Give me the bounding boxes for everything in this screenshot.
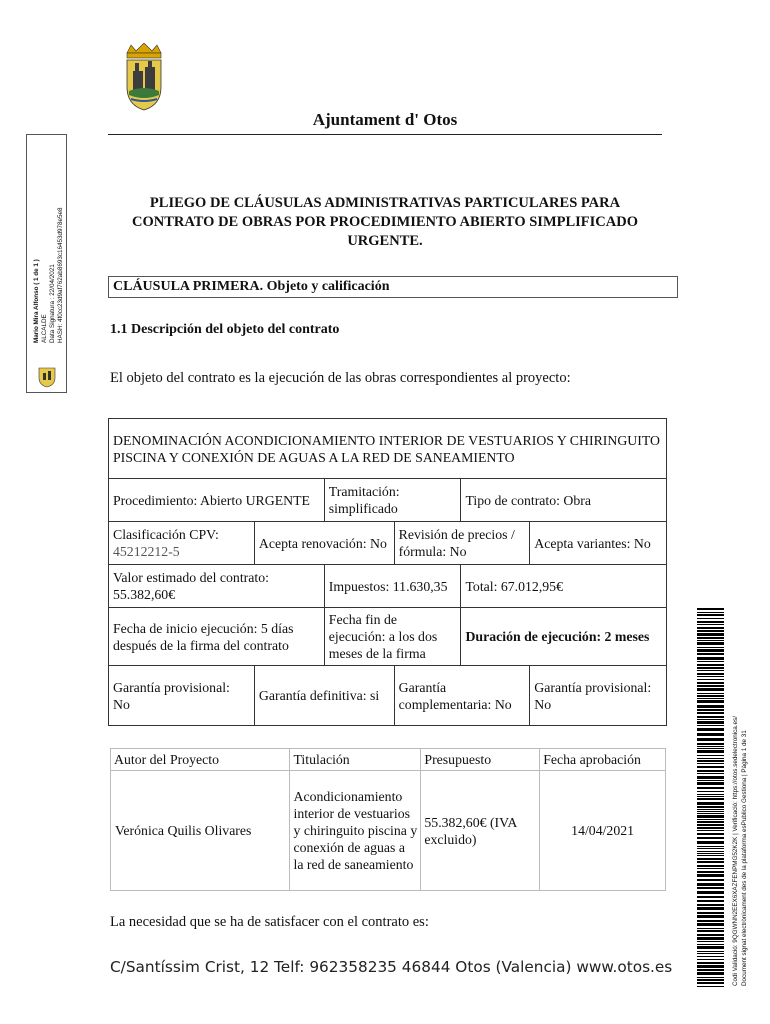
barcode-bar bbox=[697, 953, 724, 954]
project-approval-date: 14/04/2021 bbox=[540, 771, 666, 891]
barcode-bar bbox=[697, 682, 724, 684]
barcode-bar bbox=[697, 837, 724, 839]
barcode-bar bbox=[697, 891, 724, 894]
price-revision-cell: Revisión de precios / fórmula: No bbox=[394, 522, 530, 565]
barcode-bar bbox=[697, 664, 724, 666]
barcode-bar bbox=[697, 848, 724, 849]
project-header-approval-date: Fecha aprobación bbox=[540, 749, 666, 771]
barcode-bar bbox=[697, 712, 724, 714]
barcode-bar bbox=[697, 667, 724, 669]
barcode-bar bbox=[697, 719, 724, 720]
barcode-bar bbox=[697, 733, 724, 736]
signature-hash: HASH: 4f0cc23d9af762ab8693c16453d978e5e8 bbox=[57, 207, 64, 343]
barcode-bar bbox=[697, 709, 724, 711]
barcode-bar bbox=[697, 853, 724, 854]
barcode-bar bbox=[697, 649, 724, 652]
project-author: Verónica Quilis Olivares bbox=[111, 771, 290, 891]
barcode-bar bbox=[697, 621, 724, 623]
barcode-bar bbox=[697, 811, 724, 812]
footer-address: C/Santíssim Crist, 12 Telf: 962358235 46844 Otos (Valencia) www.otos.es bbox=[110, 958, 673, 976]
barcode-bar bbox=[697, 738, 724, 741]
barcode-bar bbox=[697, 642, 724, 645]
barcode-bar bbox=[697, 679, 724, 680]
barcode-bar bbox=[697, 698, 724, 699]
barcode-bar bbox=[697, 841, 724, 844]
cpv-value: 45212212-5 bbox=[113, 544, 180, 559]
barcode-bar bbox=[697, 685, 724, 687]
barcode-bar bbox=[697, 969, 724, 971]
procedure-cell: Procedimiento: Abierto URGENTE bbox=[109, 479, 325, 522]
verification-line-1: Codi Validació: 9QGWNN2EEX6XAZFENPMG52K2K | Verificació: https://otos.sedelectronica.es/ bbox=[732, 716, 739, 986]
clause-title: CLÁUSULA PRIMERA. Objeto y calificación bbox=[108, 276, 678, 298]
barcode-bar bbox=[697, 676, 724, 677]
barcode-bar bbox=[697, 728, 724, 731]
barcode-bar bbox=[697, 830, 724, 831]
contract-type-cell: Tipo de contrato: Obra bbox=[461, 479, 667, 522]
cpv-cell bbox=[109, 522, 255, 565]
barcode-bar bbox=[697, 653, 724, 655]
barcode-bar bbox=[697, 986, 724, 987]
barcode-bar bbox=[697, 746, 724, 747]
barcode-bar bbox=[697, 794, 724, 795]
barcode-bar bbox=[697, 791, 724, 792]
barcode-bar bbox=[697, 827, 724, 829]
barcode-bar bbox=[697, 705, 724, 708]
barcode-bar bbox=[697, 879, 724, 881]
barcode-bar bbox=[697, 855, 724, 856]
barcode-bar bbox=[697, 813, 724, 814]
signer-role: ALCALDE bbox=[41, 314, 48, 343]
barcode-bar bbox=[697, 770, 724, 772]
barcode-bar bbox=[697, 688, 724, 691]
barcode-bar bbox=[697, 748, 724, 749]
denomination-cell: DENOMINACIÓN ACONDICIONAMIENTO INTERIOR DE VESTUARIOS Y CHIRINGUITO PISCINA Y CONEXIÓN DE AGUAS A LA RED DE SANEAMIENTO bbox=[109, 419, 667, 479]
barcode-bar bbox=[697, 766, 724, 768]
section-title: 1.1 Descripción del objeto del contrato bbox=[110, 322, 340, 337]
barcode-bar bbox=[697, 868, 724, 869]
intro-paragraph: El objeto del contrato es la ejecución de las obras correspondientes al proyecto: bbox=[110, 370, 571, 386]
barcode-bar bbox=[697, 693, 724, 694]
barcode-bar bbox=[697, 760, 724, 762]
barcode-bar bbox=[697, 633, 724, 636]
end-date-cell: Fecha fin de ejecución: a los dos meses de la firma bbox=[324, 608, 461, 666]
barcode-bar bbox=[697, 750, 724, 753]
barcode-bar bbox=[697, 874, 724, 877]
barcode-bar bbox=[697, 861, 724, 863]
barcode-bar bbox=[697, 798, 724, 800]
barcode-bar bbox=[697, 907, 724, 910]
barcode-bar bbox=[697, 755, 724, 756]
barcode-bar bbox=[697, 695, 724, 697]
barcode-bar bbox=[697, 851, 724, 852]
barcode-bar bbox=[697, 614, 724, 616]
barcode-bar bbox=[697, 657, 724, 660]
barcode-bar bbox=[697, 959, 724, 960]
start-date-cell: Fecha de inicio ejecución: 5 días después de la firma del contrato bbox=[109, 608, 325, 666]
verification-text bbox=[731, 716, 749, 986]
barcode-bar bbox=[697, 630, 724, 632]
estimated-value-cell: Valor estimado del contrato: 55.382,60€ bbox=[109, 565, 325, 608]
project-budget: 55.382,60€ (IVA excluido) bbox=[421, 771, 540, 891]
project-header-budget: Presupuesto bbox=[421, 749, 540, 771]
barcode-bar bbox=[697, 858, 724, 860]
barcode-bar bbox=[697, 608, 724, 610]
duration-cell: Duración de ejecución: 2 meses bbox=[461, 608, 667, 666]
barcode-bar bbox=[697, 965, 724, 968]
barcode-bar bbox=[697, 673, 724, 675]
provisional-guarantee-2-cell: Garantía provisional: No bbox=[530, 666, 667, 726]
barcode-bar bbox=[697, 846, 724, 847]
barcode-bar bbox=[697, 796, 724, 797]
barcode-bar bbox=[697, 763, 724, 764]
barcode-bar bbox=[697, 627, 724, 629]
barcode-bar bbox=[697, 937, 724, 940]
definitive-guarantee-cell: Garantía definitiva: si bbox=[254, 666, 394, 726]
small-seal-icon bbox=[36, 366, 58, 388]
barcode-bar bbox=[697, 904, 724, 906]
barcode-bar bbox=[697, 743, 724, 745]
barcode-bar bbox=[697, 782, 724, 785]
barcode-bar bbox=[697, 923, 724, 926]
barcode-bar bbox=[697, 944, 724, 945]
project-header-title: Titulación bbox=[290, 749, 421, 771]
barcode-bar bbox=[697, 758, 724, 759]
barcode-bar bbox=[697, 670, 724, 671]
barcode-bar bbox=[697, 640, 724, 641]
barcode-bar bbox=[697, 806, 724, 808]
total-cell: Total: 67.012,95€ bbox=[461, 565, 667, 608]
barcode-bar bbox=[697, 618, 724, 619]
need-paragraph: La necesidad que se ha de satisfacer con el contrato es: bbox=[110, 914, 429, 930]
barcode-bar bbox=[697, 928, 724, 929]
barcode-bar bbox=[697, 809, 724, 810]
barcode-bar bbox=[697, 776, 724, 779]
barcode-bar bbox=[697, 725, 724, 726]
barcode-bar bbox=[697, 833, 724, 835]
project-title: Acondicionamiento interior de vestuarios y chiringuito piscina y conexión de aguas a la red de saneamiento bbox=[290, 771, 421, 891]
barcode-bar bbox=[697, 979, 724, 981]
barcode-bar bbox=[697, 900, 724, 902]
barcode-bar bbox=[697, 661, 724, 662]
header-divider bbox=[108, 134, 662, 135]
barcode-bar bbox=[697, 647, 724, 648]
coat-of-arms-logo bbox=[119, 43, 169, 111]
project-table bbox=[110, 748, 666, 891]
taxes-cell: Impuestos: 11.630,35 bbox=[324, 565, 461, 608]
barcode-bar bbox=[697, 815, 724, 818]
verification-line-2: Document signat electrònicament des de la plataforma esPublico Gestiona | Pàgina 1 de 31 bbox=[741, 730, 748, 986]
barcode-bar bbox=[697, 612, 724, 613]
barcode-bar bbox=[697, 912, 724, 914]
barcode-bar bbox=[697, 700, 724, 703]
barcode-bar bbox=[697, 946, 724, 949]
barcode-bar bbox=[697, 887, 724, 889]
barcode-bar bbox=[697, 977, 724, 978]
barcode-bar bbox=[697, 915, 724, 918]
barcode-bar bbox=[697, 865, 724, 867]
provisional-guarantee-cell: Garantía provisional: No bbox=[109, 666, 255, 726]
barcode-bar bbox=[697, 982, 724, 984]
barcode-bar bbox=[697, 972, 724, 975]
barcode-icon bbox=[697, 608, 724, 988]
barcode-bar bbox=[697, 819, 724, 820]
barcode-bar bbox=[697, 956, 724, 957]
processing-cell: Tramitación: simplificado bbox=[324, 479, 461, 522]
signature-box bbox=[26, 134, 67, 393]
barcode-bar bbox=[697, 787, 724, 789]
barcode-bar bbox=[697, 780, 724, 781]
barcode-bar bbox=[697, 920, 724, 922]
barcode-bar bbox=[697, 721, 724, 724]
barcode-bar bbox=[697, 821, 724, 823]
signature-date: Data Signatura : 22/04/2021 bbox=[49, 264, 56, 343]
barcode-bar bbox=[697, 896, 724, 898]
barcode-bar bbox=[697, 951, 724, 952]
barcode-bar bbox=[697, 871, 724, 873]
barcode-bar bbox=[697, 773, 724, 774]
barcode-bar bbox=[697, 802, 724, 805]
renewal-cell: Acepta renovación: No bbox=[254, 522, 394, 565]
organization-name: Ajuntament d' Otos bbox=[312, 110, 458, 129]
barcode-bar bbox=[697, 637, 724, 639]
variants-cell: Acepta variantes: No bbox=[530, 522, 667, 565]
barcode-bar bbox=[697, 941, 724, 942]
project-header-author: Autor del Proyecto bbox=[111, 749, 290, 771]
barcode-bar bbox=[697, 930, 724, 932]
document-heading: PLIEGO DE CLÁUSULAS ADMINISTRATIVAS PARTICULARES PARA CONTRATO DE OBRAS POR PROCEDIMIENTO ABIERTO SIMPLIFICADO URGENTE. bbox=[132, 195, 638, 249]
contract-summary-table bbox=[108, 418, 667, 726]
signer-name: Mario Mira Alfonso ( 1 de 1 ) bbox=[33, 259, 40, 343]
barcode-bar bbox=[697, 934, 724, 936]
barcode-bar bbox=[697, 624, 724, 625]
complementary-guarantee-cell: Garantía complementaria: No bbox=[394, 666, 530, 726]
barcode-bar bbox=[697, 716, 724, 718]
barcode-bar bbox=[697, 883, 724, 886]
cpv-label: Clasificación CPV: bbox=[113, 527, 219, 542]
barcode-bar bbox=[697, 824, 724, 826]
barcode-bar bbox=[697, 962, 724, 964]
